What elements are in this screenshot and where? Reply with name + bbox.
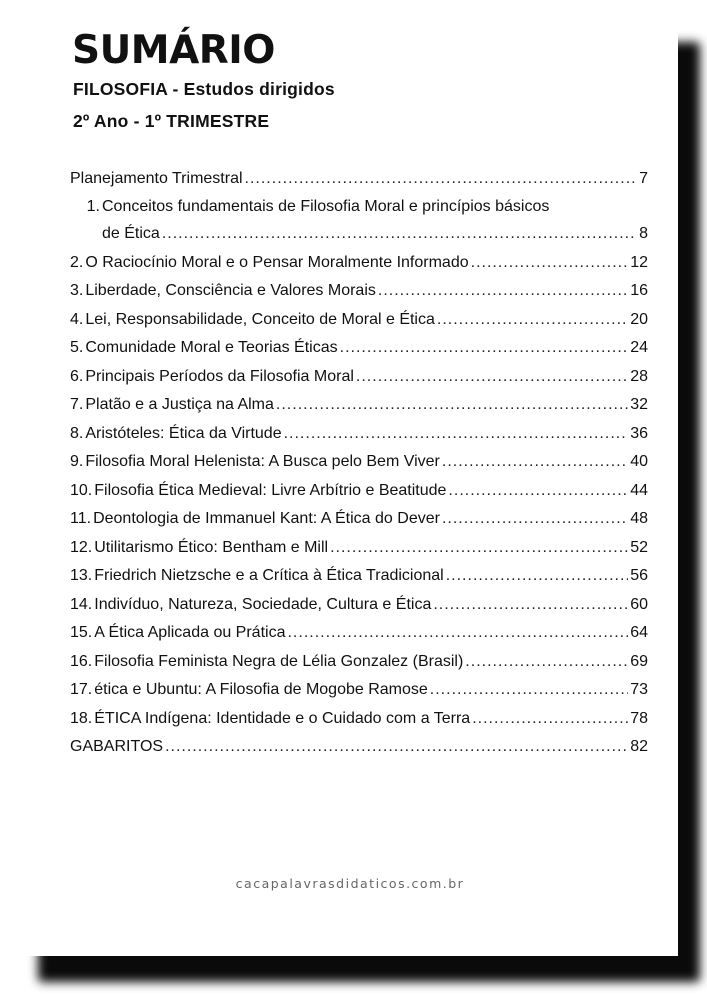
toc-entry-label: Friedrich Nietzsche e a Crítica à Ética Tradicional (94, 567, 444, 584)
toc-entry-label: Utilitarismo Ético: Bentham e Mill (94, 539, 329, 556)
toc-entry-number: 13. (70, 567, 93, 584)
toc-leader-dots (430, 679, 628, 701)
toc-entry-label: Principais Períodos da Filosofia Moral (85, 368, 354, 385)
toc-page-number: 69 (630, 653, 648, 670)
toc-entry-number: 4. (70, 311, 84, 328)
toc-page-number: 82 (630, 738, 648, 755)
toc-entry-label-continued: de Ética (102, 225, 160, 242)
toc-leader-dots (287, 622, 628, 644)
toc-leader-dots (442, 508, 628, 530)
toc-entry-label: Aristóteles: Ética da Virtude (85, 425, 282, 442)
toc-entry-label: O Raciocínio Moral e o Pensar Moralmente Informado (85, 254, 469, 271)
toc-entry-number: 16. (70, 653, 93, 670)
toc-entry-4[interactable] (70, 309, 648, 331)
toc-page-number: 12 (630, 254, 648, 271)
toc-entry-number: 7. (70, 396, 84, 413)
toc-entry-number: 15. (70, 624, 93, 641)
toc-entry-18[interactable] (70, 708, 648, 730)
toc-entry-7[interactable] (70, 394, 648, 416)
toc-entry-17[interactable] (70, 679, 648, 701)
toc-leader-dots (471, 252, 629, 274)
toc-leader-dots (284, 423, 629, 445)
toc-page-number: 56 (630, 567, 648, 584)
toc-entry-12[interactable] (70, 537, 648, 559)
toc-entry-number: 12. (70, 539, 93, 556)
toc-entry-10[interactable] (70, 480, 648, 502)
toc-leader-dots (356, 366, 628, 388)
toc-entry-label: GABARITOS (70, 738, 164, 755)
toc-page-number: 16 (630, 282, 648, 299)
toc-entry-number: 8. (70, 425, 84, 442)
toc-entry-16[interactable] (70, 651, 648, 673)
toc-leader-dots (162, 223, 637, 245)
toc-entry-13[interactable] (70, 565, 648, 587)
toc-entry-1[interactable] (70, 196, 648, 218)
document-page (22, 26, 678, 956)
toc-page-number: 20 (630, 311, 648, 328)
toc-entry-label: ética e Ubuntu: A Filosofia de Mogobe Ramose (94, 681, 428, 698)
toc-leader-dots (465, 651, 628, 673)
toc-page-number: 32 (630, 396, 648, 413)
toc-entry-label: Filosofia Moral Helenista: A Busca pelo Bem Viver (85, 453, 440, 470)
toc-leader-dots (446, 565, 628, 587)
toc-entry-planejamento[interactable] (70, 168, 648, 190)
toc-leader-dots (472, 708, 628, 730)
toc-leader-dots (437, 309, 628, 331)
toc-leader-dots (378, 280, 628, 302)
toc-entry-label: Platão e a Justiça na Alma (85, 396, 274, 413)
toc-entry-number: 1. (86, 198, 100, 215)
toc-page-number: 28 (630, 368, 648, 385)
toc-entry-5[interactable] (70, 337, 648, 359)
toc-entry-label: Liberdade, Consciência e Valores Morais (85, 282, 376, 299)
toc-entry-8[interactable] (70, 423, 648, 445)
toc-entry-15[interactable] (70, 622, 648, 644)
page-title: SUMÁRIO (72, 28, 275, 73)
toc-page-number: 44 (630, 482, 648, 499)
toc-leader-dots (340, 337, 629, 359)
toc-page-number: 64 (630, 624, 648, 641)
toc-entry-label: ÉTICA Indígena: Identidade e o Cuidado com a Terra (94, 710, 471, 727)
toc-entry-number: 5. (70, 339, 84, 356)
toc-entry-label: Lei, Responsabilidade, Conceito de Moral e Ética (85, 311, 435, 328)
toc-entry-number: 6. (70, 368, 84, 385)
footer-website: cacapalavrasdidaticos.com.br (235, 876, 465, 891)
toc-entry-9[interactable] (70, 451, 648, 473)
grade-subtitle: 2º Ano - 1º TRIMESTRE (73, 111, 270, 131)
toc-page-number: 52 (630, 539, 648, 556)
toc-entry-number: 17. (70, 681, 93, 698)
toc-entry-3[interactable] (70, 280, 648, 302)
toc-entry-11[interactable] (70, 508, 648, 530)
toc-page-number: 24 (630, 339, 648, 356)
toc-entry-6[interactable] (70, 366, 648, 388)
toc-entry-1-continued[interactable] (70, 223, 648, 245)
toc-entry-label: Filosofia Ética Medieval: Livre Arbítrio e Beatitude (94, 482, 447, 499)
toc-page-number: 73 (630, 681, 648, 698)
toc-leader-dots (448, 480, 628, 502)
toc-leader-dots (330, 537, 628, 559)
toc-page-number: 48 (630, 510, 648, 527)
toc-entry-label: A Ética Aplicada ou Prática (94, 624, 286, 641)
toc-entry-label: Deontologia de Immanuel Kant: A Ética do Dever (93, 510, 440, 527)
toc-page-number: 8 (639, 225, 648, 242)
toc-entry-number: 2. (70, 254, 84, 271)
toc-entry-number: 3. (70, 282, 84, 299)
toc-entry-gabaritos[interactable] (70, 736, 648, 758)
toc-entry-label: Indivíduo, Natureza, Sociedade, Cultura e Ética (94, 596, 432, 613)
toc-page-number: 7 (639, 170, 648, 187)
toc-entry-14[interactable] (70, 594, 648, 616)
toc-leader-dots (245, 168, 638, 190)
toc-entry-label: Filosofia Feminista Negra de Lélia Gonzalez (Brasil) (94, 653, 464, 670)
toc-page-number: 40 (630, 453, 648, 470)
toc-page-number: 78 (630, 710, 648, 727)
toc-entry-label: Planejamento Trimestral (70, 170, 243, 187)
toc-entry-number: 9. (70, 453, 84, 470)
toc-entry-number: 11. (70, 510, 92, 527)
toc-page-number: 36 (630, 425, 648, 442)
toc-entry-number: 18. (70, 710, 93, 727)
toc-leader-dots (276, 394, 628, 416)
toc-entry-label: Comunidade Moral e Teorias Éticas (85, 339, 338, 356)
subject-subtitle: FILOSOFIA - Estudos dirigidos (73, 79, 335, 99)
toc-leader-dots (442, 451, 628, 473)
toc-entry-number: 10. (70, 482, 93, 499)
toc-page-number: 60 (630, 596, 648, 613)
toc-leader-dots (165, 736, 628, 758)
toc-entry-label: Conceitos fundamentais de Filosofia Moral e princípios básicos (102, 198, 550, 215)
toc-entry-2[interactable] (70, 252, 648, 274)
toc-leader-dots (433, 594, 628, 616)
toc-entry-number: 14. (70, 596, 93, 613)
